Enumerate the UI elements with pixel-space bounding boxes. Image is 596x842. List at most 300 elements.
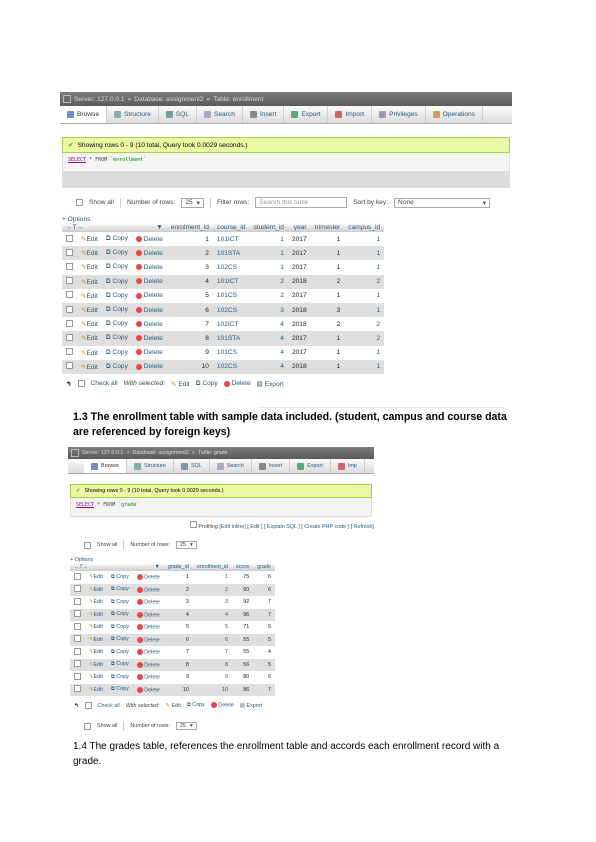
table-cell: 3 xyxy=(193,596,232,609)
copy-link[interactable]: ⧉ Copy xyxy=(107,671,133,684)
copy-icon: ⧉ xyxy=(110,686,115,693)
copy-link[interactable]: ⧉ Copy xyxy=(107,634,133,647)
row-checkbox[interactable] xyxy=(74,610,81,617)
copy-link[interactable]: ⧉ Copy xyxy=(107,659,133,672)
copy-icon: ⧉ xyxy=(110,623,115,630)
row-checkbox[interactable] xyxy=(66,291,73,298)
bulk-actions: ↰ Check all With selected: ✎ Edit ⧉ Copy Delete ▤ Export xyxy=(66,379,284,388)
table-cell: 60 xyxy=(232,584,253,597)
divider-line xyxy=(258,407,504,408)
copy-icon: ⧉ xyxy=(105,362,111,370)
delete-link[interactable]: Delete xyxy=(132,232,167,246)
edit-link[interactable]: ✎Edit xyxy=(77,331,102,345)
table-row xyxy=(62,331,384,345)
rows-select[interactable]: 25 ▾ xyxy=(176,722,197,730)
filter-input[interactable]: Search this table xyxy=(255,197,347,208)
row-checkbox-cell[interactable] xyxy=(62,246,77,260)
bulk-copy-button[interactable]: ⧉ Copy xyxy=(186,702,205,708)
chevron-down-icon: ▾ xyxy=(196,199,200,207)
bulk-actions: ↰ Check all With selected: ✎ Edit ⧉ Copy Delete ▤ Export xyxy=(74,702,263,709)
delete-link[interactable]: Delete xyxy=(133,609,164,622)
table-row xyxy=(70,671,275,684)
table-row xyxy=(70,684,275,697)
edit-link[interactable]: ✎Edit xyxy=(85,596,107,609)
delete-icon xyxy=(136,307,142,313)
tab-structure[interactable]: Structure xyxy=(107,106,159,123)
chevron-down-icon: ▾ xyxy=(189,723,193,729)
edit-link[interactable]: ✎Edit xyxy=(85,609,107,622)
copy-link[interactable]: ⧉ Copy xyxy=(107,584,133,597)
bulk-delete-button[interactable]: Delete xyxy=(211,702,234,708)
row-checkbox[interactable] xyxy=(66,263,73,270)
export-icon: ▤ xyxy=(239,702,245,709)
tab-privileges[interactable]: Privileges xyxy=(372,106,426,123)
copy-icon: ⧉ xyxy=(195,379,201,387)
import-icon xyxy=(335,111,342,118)
copy-link[interactable]: ⧉ Copy xyxy=(102,275,132,289)
table-cell: 6 xyxy=(253,584,275,597)
delete-link[interactable]: Delete xyxy=(133,684,164,697)
row-checkbox-cell[interactable] xyxy=(70,571,85,584)
table-cell: 1 xyxy=(311,289,345,303)
edit-link[interactable]: ✎Edit xyxy=(85,634,107,647)
pencil-icon: ✎ xyxy=(81,278,87,286)
tab-insert[interactable]: Insert xyxy=(252,459,290,473)
edit-link[interactable]: ✎Edit xyxy=(85,684,107,697)
breadcrumb-database[interactable]: Database: assignment2 xyxy=(132,450,189,456)
table-cell: 55 xyxy=(232,634,253,647)
row-checkbox[interactable] xyxy=(66,334,73,341)
tab-sql[interactable]: SQL xyxy=(159,106,197,123)
edit-link[interactable]: ✎Edit xyxy=(77,317,102,331)
row-checkbox-cell[interactable] xyxy=(62,289,77,303)
delete-icon xyxy=(136,321,142,327)
row-checkbox[interactable] xyxy=(74,635,81,642)
copy-link[interactable]: ⧉ Copy xyxy=(107,646,133,659)
copy-link[interactable]: ⧉ Copy xyxy=(107,609,133,622)
table-cell: 2018 xyxy=(288,303,311,317)
pencil-icon: ✎ xyxy=(89,674,94,681)
row-checkbox[interactable] xyxy=(66,320,73,327)
breadcrumb-table[interactable]: Table: enrollment xyxy=(213,95,264,103)
table-cell: 1 xyxy=(344,360,384,374)
query-toolbar xyxy=(62,172,510,188)
delete-link[interactable]: Delete xyxy=(132,360,167,374)
row-checkbox-cell[interactable] xyxy=(62,360,77,374)
row-checkbox-cell[interactable] xyxy=(70,671,85,684)
structure-icon xyxy=(114,111,121,118)
row-checkbox-cell[interactable] xyxy=(70,596,85,609)
copy-icon: ⧉ xyxy=(105,235,111,243)
copy-icon: ⧉ xyxy=(110,573,115,580)
breadcrumb-server[interactable]: Server: 127.0.0.1 xyxy=(82,450,124,456)
edit-link[interactable]: ✎Edit xyxy=(77,275,102,289)
column-header[interactable]: student_id xyxy=(250,223,288,232)
table-cell: 2017 xyxy=(288,346,311,360)
copy-link[interactable]: ⧉ Copy xyxy=(107,596,133,609)
bulk-edit-button[interactable]: ✎ Edit xyxy=(171,380,190,388)
tab-export[interactable]: Export xyxy=(284,106,328,123)
row-checkbox[interactable] xyxy=(66,306,73,313)
edit-link[interactable]: ✎Edit xyxy=(85,621,107,634)
table-cell: 4 xyxy=(250,331,288,345)
table-cell: 4 xyxy=(167,275,213,289)
tab-structure[interactable]: Structure xyxy=(127,459,174,473)
table-cell: 2 xyxy=(311,317,345,331)
wrench-icon xyxy=(433,111,440,118)
table-cell: 1 xyxy=(311,331,345,345)
table-cell: 9 xyxy=(193,671,232,684)
column-header[interactable]: grade_id xyxy=(164,563,193,571)
table-cell: 1 xyxy=(164,571,193,584)
table-cell: 3 xyxy=(164,596,193,609)
row-checkbox[interactable] xyxy=(74,673,81,680)
query-links[interactable]: [Edit inline] [ Edit ] [ Explain SQL ] [ Create PHP code ] [ Refresh] xyxy=(219,524,374,530)
table-cell: 1 xyxy=(344,289,384,303)
table-row xyxy=(70,596,275,609)
pencil-icon: ✎ xyxy=(89,611,94,618)
arrow-up-icon: ↰ xyxy=(74,702,79,709)
copy-link[interactable]: ⧉ Copy xyxy=(107,684,133,697)
column-arrows[interactable]: ←T→ ▼ xyxy=(62,223,167,232)
options-link[interactable]: + Options xyxy=(62,216,91,223)
browse-icon xyxy=(67,111,74,118)
copy-link[interactable]: ⧉ Copy xyxy=(107,571,133,584)
table-cell: 1 xyxy=(311,346,345,360)
table-cell: 5 xyxy=(253,634,275,647)
column-header[interactable]: campus_id xyxy=(344,223,384,232)
row-checkbox-cell[interactable] xyxy=(62,260,77,274)
delete-icon xyxy=(137,637,143,643)
pencil-icon: ✎ xyxy=(81,250,87,258)
copy-icon: ⧉ xyxy=(105,334,111,342)
table-cell: 102CS xyxy=(213,360,250,374)
tab-export[interactable]: Export xyxy=(290,459,331,473)
table-cell: 1 xyxy=(167,232,213,246)
table-cell: 8 xyxy=(167,331,213,345)
tab-operations[interactable]: Operations xyxy=(426,106,483,123)
sql-icon xyxy=(181,463,188,470)
table-cell: 6 xyxy=(193,634,232,647)
copy-icon: ⧉ xyxy=(110,598,115,605)
row-checkbox-cell[interactable] xyxy=(70,584,85,597)
delete-icon xyxy=(137,612,143,618)
delete-icon xyxy=(136,335,142,341)
row-checkbox[interactable] xyxy=(74,585,81,592)
table-cell: 5 xyxy=(164,621,193,634)
arrow-up-icon: ↰ xyxy=(66,380,72,388)
delete-icon xyxy=(224,381,230,387)
row-checkbox-cell[interactable] xyxy=(70,684,85,697)
delete-link[interactable]: Delete xyxy=(133,646,164,659)
delete-link[interactable]: Delete xyxy=(133,596,164,609)
breadcrumb-database[interactable]: Database: assignment2 xyxy=(134,95,204,103)
pencil-icon: ✎ xyxy=(89,636,94,643)
table-cell: 5 xyxy=(167,289,213,303)
table-cell: 7 xyxy=(164,646,193,659)
delete-link[interactable]: Delete xyxy=(132,331,167,345)
copy-link[interactable]: ⧉ Copy xyxy=(102,260,132,274)
table-cell: 3 xyxy=(250,303,288,317)
copy-icon: ⧉ xyxy=(105,277,111,285)
navigation-row: Show all Number of rows: 25 ▾ xyxy=(68,540,374,550)
table-cell: 7 xyxy=(193,646,232,659)
table-cell: 2 xyxy=(311,275,345,289)
delete-icon xyxy=(137,674,143,680)
column-header[interactable]: trimester xyxy=(311,223,345,232)
privileges-icon xyxy=(379,111,386,118)
sql-query: SELECT * FROM `enrollment` xyxy=(62,153,510,172)
insert-icon xyxy=(259,463,266,470)
row-checkbox[interactable] xyxy=(66,362,73,369)
rows-select[interactable]: 25 ▾ xyxy=(181,198,204,208)
pencil-icon: ✎ xyxy=(89,599,94,606)
delete-link[interactable]: Delete xyxy=(132,246,167,260)
table-cell: 2018 xyxy=(288,360,311,374)
tab-search[interactable]: Search xyxy=(197,106,243,123)
check-all-checkbox[interactable] xyxy=(85,702,92,709)
delete-link[interactable]: Delete xyxy=(132,346,167,360)
delete-link[interactable]: Delete xyxy=(133,571,164,584)
tab-insert[interactable]: Insert xyxy=(243,106,285,123)
table-cell: 71 xyxy=(232,621,253,634)
table-cell: 6 xyxy=(253,671,275,684)
copy-link[interactable]: ⧉ Copy xyxy=(102,232,132,246)
column-header[interactable]: enrolment_id xyxy=(167,223,213,232)
column-header[interactable]: grade xyxy=(253,563,275,571)
search-icon xyxy=(204,111,211,118)
table-cell: 1 xyxy=(344,303,384,317)
edit-link[interactable]: ✎Edit xyxy=(77,260,102,274)
column-header[interactable]: course_id xyxy=(213,223,250,232)
copy-link[interactable]: ⧉ Copy xyxy=(102,289,132,303)
copy-link[interactable]: ⧉ Copy xyxy=(102,303,132,317)
caption-grade: 1.4 The grades table, references the enrollment table and accords each enrollment record with a grade. xyxy=(73,741,500,767)
row-checkbox[interactable] xyxy=(66,249,73,256)
table-cell: 1 xyxy=(250,232,288,246)
copy-icon: ⧉ xyxy=(105,263,111,271)
table-cell: 6 xyxy=(253,571,275,584)
column-arrows[interactable]: ←T→ ▼ xyxy=(70,563,164,571)
copy-link[interactable]: ⧉ Copy xyxy=(102,346,132,360)
table-cell: 9 xyxy=(167,346,213,360)
edit-link[interactable]: ✎Edit xyxy=(77,289,102,303)
copy-link[interactable]: ⧉ Copy xyxy=(107,621,133,634)
delete-link[interactable]: Delete xyxy=(133,621,164,634)
delete-link[interactable]: Delete xyxy=(133,659,164,672)
pencil-icon: ✎ xyxy=(89,661,94,668)
table-row xyxy=(62,275,384,289)
delete-link[interactable]: Delete xyxy=(132,303,167,317)
show-all-checkbox[interactable] xyxy=(76,199,83,206)
navigation-row-bottom: Show all Number of rows: 25 ▾ xyxy=(68,721,374,731)
column-header[interactable]: score xyxy=(232,563,253,571)
table-cell: 10 xyxy=(167,360,213,374)
copy-link[interactable]: ⧉ Copy xyxy=(102,360,132,374)
row-checkbox[interactable] xyxy=(66,235,73,242)
row-checkbox[interactable] xyxy=(74,685,81,692)
table-cell: 1 xyxy=(250,246,288,260)
bulk-export-button[interactable]: ▤ Export xyxy=(256,380,284,388)
delete-icon xyxy=(211,702,217,708)
edit-link[interactable]: ✎Edit xyxy=(77,303,102,317)
table-cell: 1 xyxy=(193,571,232,584)
delete-icon xyxy=(136,236,142,242)
pencil-icon: ✎ xyxy=(89,624,94,631)
table-cell: 4 xyxy=(250,360,288,374)
edit-link[interactable]: ✎Edit xyxy=(77,346,102,360)
sort-select[interactable]: None ▾ xyxy=(394,198,490,208)
table-cell: 92 xyxy=(232,596,253,609)
table-cell: 2017 xyxy=(288,246,311,260)
delete-link[interactable]: Delete xyxy=(132,260,167,274)
delete-icon xyxy=(137,574,143,580)
tab-sql[interactable]: SQL xyxy=(174,459,210,473)
insert-icon xyxy=(250,111,257,118)
bulk-copy-button[interactable]: ⧉ Copy xyxy=(195,379,218,387)
table-cell: 2017 xyxy=(288,289,311,303)
sql-icon xyxy=(166,111,173,118)
delete-icon xyxy=(137,649,143,655)
table-row xyxy=(62,303,384,317)
pencil-icon: ✎ xyxy=(81,292,87,300)
table-cell: 80 xyxy=(232,671,253,684)
row-checkbox[interactable] xyxy=(66,348,73,355)
row-checkbox[interactable] xyxy=(74,623,81,630)
table-cell: 5 xyxy=(253,659,275,672)
row-checkbox[interactable] xyxy=(74,598,81,605)
table-cell: 2 xyxy=(250,289,288,303)
tab-bar xyxy=(68,459,374,474)
table-cell: 2 xyxy=(344,317,384,331)
delete-link[interactable]: Delete xyxy=(132,317,167,331)
pencil-icon: ✎ xyxy=(171,380,177,388)
copy-icon: ⧉ xyxy=(105,348,111,356)
pencil-icon: ✎ xyxy=(81,363,87,371)
show-all-checkbox[interactable] xyxy=(84,542,91,549)
breadcrumb: Server: 127.0.0.1 » Database: assignment2 » Table: enrollment xyxy=(60,92,512,106)
tab-browse[interactable]: Browse xyxy=(84,459,127,473)
delete-icon xyxy=(137,599,143,605)
row-checkbox-cell[interactable] xyxy=(70,609,85,622)
column-header[interactable]: enrolment_id xyxy=(193,563,232,571)
row-checkbox-cell[interactable] xyxy=(70,646,85,659)
row-checkbox-cell[interactable] xyxy=(70,621,85,634)
edit-link[interactable]: ✎Edit xyxy=(77,232,102,246)
table-cell: 4 xyxy=(250,346,288,360)
delete-icon xyxy=(136,278,142,284)
table-cell: 101STA xyxy=(213,331,250,345)
bulk-edit-button[interactable]: ✎ Edit xyxy=(165,702,181,709)
tab-import[interactable]: Import xyxy=(328,106,372,123)
import-icon xyxy=(338,463,345,470)
chevron-down-icon: ▾ xyxy=(189,542,193,548)
row-checkbox-cell[interactable] xyxy=(62,232,77,246)
check-all-checkbox[interactable] xyxy=(78,380,85,387)
copy-icon: ⧉ xyxy=(110,586,115,593)
row-checkbox-cell[interactable] xyxy=(70,659,85,672)
copy-icon: ⧉ xyxy=(110,673,115,680)
export-icon: ▤ xyxy=(256,380,263,388)
export-icon xyxy=(291,111,298,118)
pencil-icon: ✎ xyxy=(89,574,94,581)
breadcrumb-table[interactable]: Table: grade xyxy=(198,450,228,456)
search-icon xyxy=(217,463,224,470)
row-checkbox-cell[interactable] xyxy=(62,303,77,317)
rows-select[interactable]: 25 ▾ xyxy=(176,541,197,549)
copy-icon: ⧉ xyxy=(105,249,111,257)
delete-link[interactable]: Delete xyxy=(133,671,164,684)
copy-icon: ⧉ xyxy=(110,648,115,655)
delete-link[interactable]: Delete xyxy=(133,634,164,647)
delete-icon xyxy=(136,349,142,355)
delete-link[interactable]: Delete xyxy=(132,275,167,289)
edit-link[interactable]: ✎Edit xyxy=(85,671,107,684)
browse-icon xyxy=(91,463,98,470)
row-checkbox-cell[interactable] xyxy=(62,346,77,360)
edit-link[interactable]: ✎Edit xyxy=(85,659,107,672)
breadcrumb-server[interactable]: Server: 127.0.0.1 xyxy=(74,95,125,103)
row-checkbox-cell[interactable] xyxy=(62,317,77,331)
profiling-checkbox[interactable] xyxy=(190,521,197,528)
row-checkbox-cell[interactable] xyxy=(62,275,77,289)
delete-link[interactable]: Delete xyxy=(133,584,164,597)
table-cell: 3 xyxy=(311,303,345,317)
edit-link[interactable]: ✎Edit xyxy=(85,584,107,597)
copy-link[interactable]: ⧉ Copy xyxy=(102,317,132,331)
table-cell: 86 xyxy=(232,684,253,697)
row-checkbox[interactable] xyxy=(74,660,81,667)
show-all-checkbox[interactable] xyxy=(84,723,91,730)
caption-enrollment: 1.3 The enrollment table with sample data included. (student, campus and course data are referenced by foreign keys) xyxy=(73,411,507,438)
bulk-delete-button[interactable]: Delete xyxy=(224,380,251,387)
bulk-export-button[interactable]: ▤ Export xyxy=(239,702,263,709)
table-cell: 7 xyxy=(167,317,213,331)
table-cell: 2 xyxy=(344,275,384,289)
table-cell: 6 xyxy=(167,303,213,317)
chevron-down-icon: ▾ xyxy=(482,199,487,207)
tab-search[interactable]: Search xyxy=(210,459,252,473)
row-checkbox[interactable] xyxy=(74,573,81,580)
edit-link[interactable]: ✎Edit xyxy=(77,360,102,374)
edit-link[interactable]: ✎Edit xyxy=(77,246,102,260)
table-row xyxy=(70,584,275,597)
edit-link[interactable]: ✎Edit xyxy=(85,571,107,584)
row-checkbox[interactable] xyxy=(66,277,73,284)
table-cell: 1 xyxy=(344,232,384,246)
pencil-icon: ✎ xyxy=(81,321,87,329)
delete-link[interactable]: Delete xyxy=(132,289,167,303)
edit-link[interactable]: ✎Edit xyxy=(85,646,107,659)
row-checkbox[interactable] xyxy=(74,648,81,655)
column-header[interactable]: year xyxy=(288,223,311,232)
tab-import[interactable]: Imp xyxy=(331,459,365,473)
table-row xyxy=(70,634,275,647)
tab-browse[interactable]: Browse xyxy=(60,106,107,123)
table-cell: 101ICT xyxy=(213,275,250,289)
options-link[interactable]: + Options xyxy=(70,557,94,563)
row-checkbox-cell[interactable] xyxy=(70,634,85,647)
copy-link[interactable]: ⧉ Copy xyxy=(102,246,132,260)
row-checkbox-cell[interactable] xyxy=(62,331,77,345)
profiling-bar: Profiling [Edit inline] [ Edit ] [ Explain SQL ] [ Create PHP code ] [ Refresh] xyxy=(68,517,374,534)
results-table xyxy=(70,563,275,696)
table-cell: 2 xyxy=(193,584,232,597)
copy-link[interactable]: ⧉ Copy xyxy=(102,331,132,345)
delete-icon xyxy=(137,587,143,593)
delete-icon xyxy=(136,364,142,370)
table-cell: 1 xyxy=(344,246,384,260)
